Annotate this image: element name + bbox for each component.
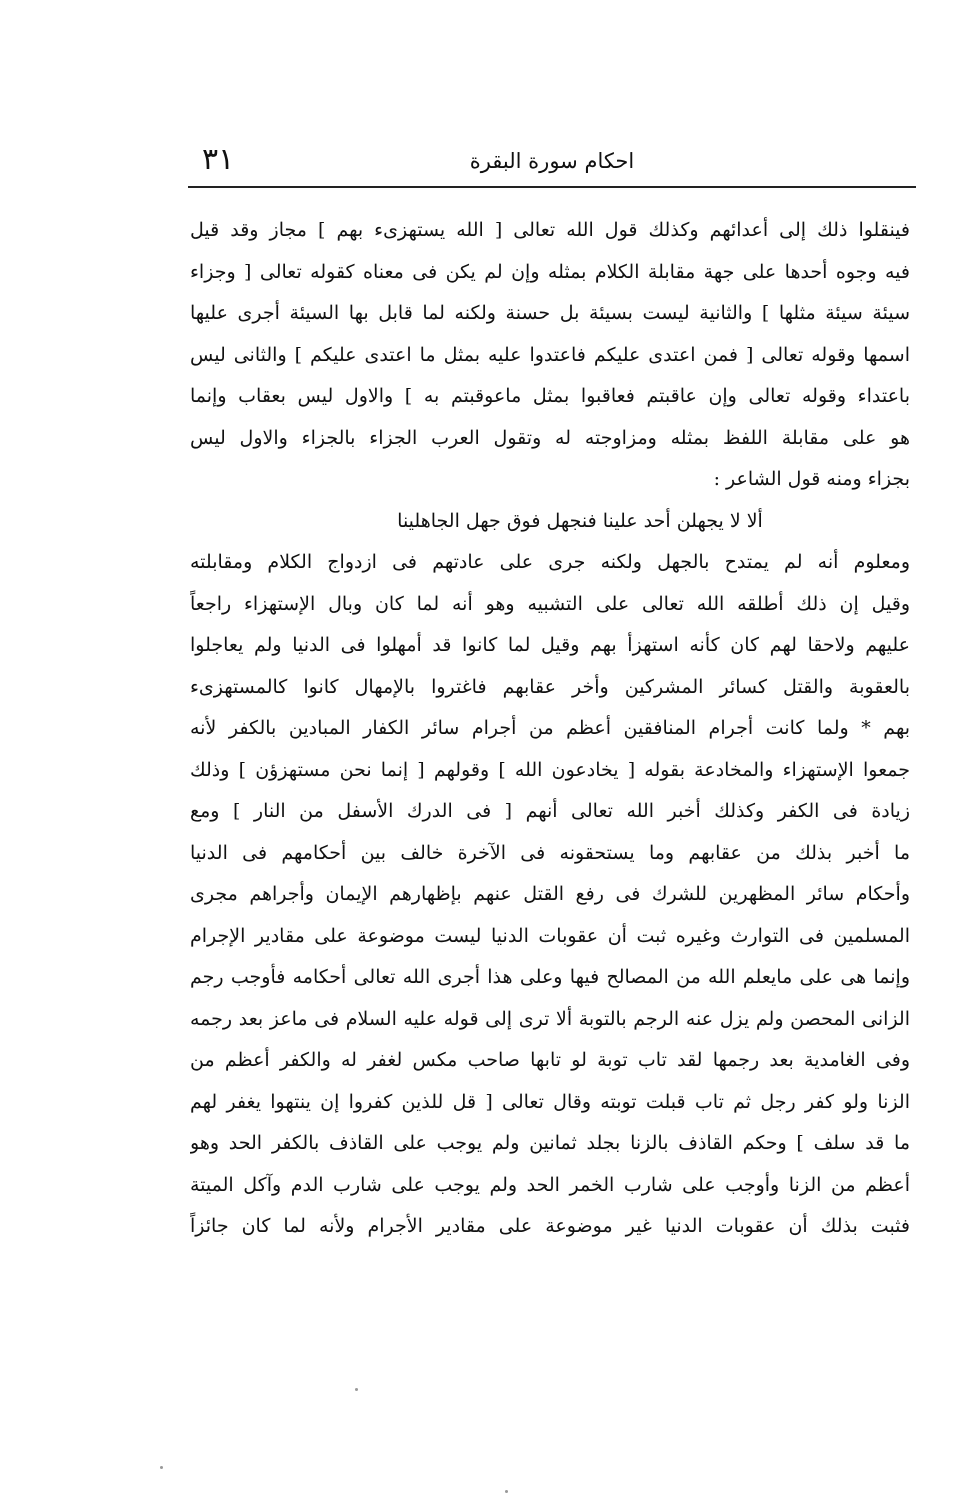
running-title: احكام سورة البقرة: [469, 149, 635, 173]
body-text: [190, 210, 910, 1248]
text-line: فثبت بذلك أن عقوبات الدنيا غير موضوعة على مقادير الأجرام ولأنه لما كان جائزاً: [190, 1215, 910, 1237]
header-rule: [188, 186, 916, 188]
print-speck: [505, 1490, 508, 1493]
text-line: ما أخبر بذلك من عقابهم وما يستحقونه فى الآخرة خالف بين أحكامهم فى الدنيا: [190, 841, 910, 864]
print-speck: [160, 1466, 163, 1469]
text-line: الزنا ولو كفر رجل ثم تاب قبلت توبته وقال تعالى [ قل للذين كفروا إن ينتهوا يغفر لهم: [190, 1090, 910, 1113]
text-line: هو على مقابلة اللفظ بمثله ومزاوجته له وتقول العرب الجزاء بالجزاء والاول ليس: [190, 426, 910, 449]
page-number: ٣١: [202, 142, 235, 177]
text-line: جمعوا الإستهزاء والمخادعة بقوله [ يخادعون الله ] وقولهم [ إنما نحن مستهزؤن ] وذلك: [190, 758, 910, 781]
text-line: وأحكام سائر المظهرين للشرك فى رفع القتل عنهم بإظهارهم الإيمان وأجراهم مجرى: [190, 883, 910, 905]
text-line: فيه وجوه أحدها على جهة مقابلة الكلام بمثله وإن لم يكن فى معناه كقوله تعالى [ وجزاء: [190, 260, 910, 283]
text-line: بجزاء ومنه قول الشاعر :: [713, 468, 910, 490]
text-line: عليهم ولاحقا لهم كان كأنه استهزأ بهم وقيل لما كانوا قد أمهلوا فى الدنيا ولم يعاجلوا: [190, 634, 910, 656]
text-line: زيادة فى الكفر وكذلك أخبر الله تعالى أنهم [ فى الدرك الأسفل من النار ] ومع: [190, 800, 910, 822]
text-line: بالعقوبة والقتل كسائر المشركين وأخر عقابهم فاغتروا بالإمهال كانوا كالمستهزىء: [190, 675, 910, 698]
text-line: بهم * ولما كانت أجرام المنافقين أعظم من أجرام سائر الكفار المبادين بالكفر لأنه: [190, 717, 910, 739]
text-line: وإنما هى على مايعلم الله من المصالح فيها وعلى هذا أجرى الله تعالى أحكامه فأوجب رجم: [190, 966, 910, 988]
text-line: أعظم من الزنا وأوجب على شارب الخمر الحد ولم يوجب على شارب الدم وآكل الميتة: [190, 1173, 910, 1196]
poetry-verse: ألا لا يجهلن أحد علينا فنجهل فوق جهل الجاهلينا: [397, 509, 763, 532]
text-line: وقيل إن ذلك أطلقه الله تعالى على التشبيه وهو أنه لما كان وبال الإستهزاء راجعاً: [190, 592, 910, 615]
text-line: سيئة سيئة مثلها ] والثانية ليست بسيئة بل حسنة ولكنه لما قابل بها السيئة أجرى عليها: [190, 302, 910, 324]
text-line: اسمها وقوله تعالى [ فمن اعتدى عليكم فاعتدوا عليه بمثل ما اعتدى عليكم ] والثانى ليس: [190, 343, 910, 366]
text-line: باعتداء وقوله تعالى وإن عاقبتم فعاقبوا بمثل ماعوقبتم به ] والاول ليس بعقاب وإنما: [190, 385, 910, 407]
text-line: ومعلوم أنه لم يمتدح بالجهل ولكنه جرى على عادتهم فى ازدواج الكلام ومقابلته: [190, 551, 910, 573]
text-line: الزانى المحصن ولم يزل عنه الرجم بالتوبة ألا ترى إلى قوله عليه السلام فى ماعز بعد رجمه: [190, 1007, 910, 1030]
page-header: [188, 140, 916, 186]
text-line: وفى الغامدية بعد رجمها لقد تاب توبة لو تابها صاحب مكس لغفر له والكفر أعظم من: [190, 1049, 910, 1071]
text-line: المسلمين فى التوارث وغيره ثبت أن عقوبات الدنيا ليست موضوعة على مقادير الإجرام: [190, 924, 910, 947]
print-speck: [355, 1388, 358, 1391]
text-line: فينقلوا ذلك إلى أعدائهم وكذلك قول الله تعالى [ الله يستهزىء بهم ] مجاز وقد قيل: [190, 219, 910, 241]
text-line: ما قد سلف ] وحكم القاذف بالزنا بجلد ثمانين ولم يوجب على القاذف بالكفر الحد وهو: [190, 1132, 910, 1154]
